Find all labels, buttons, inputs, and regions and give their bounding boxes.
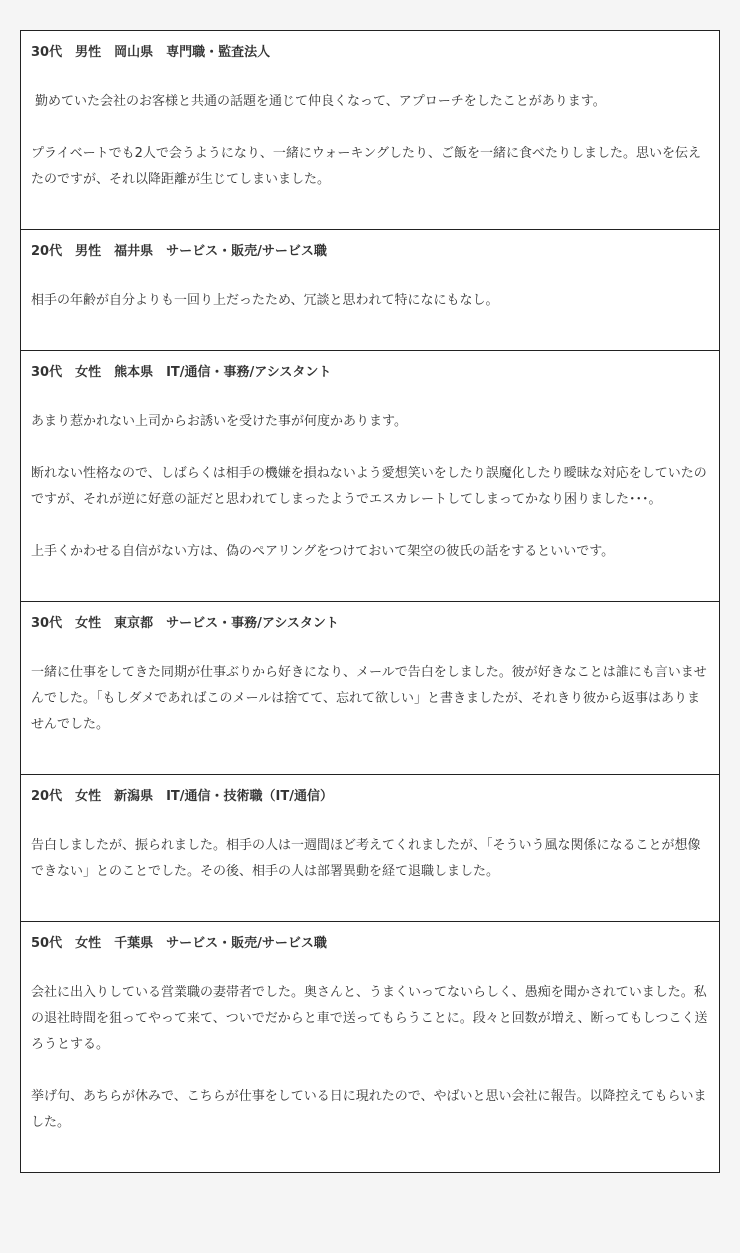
testimonial-table (20, 30, 720, 1173)
entry-paragraph: あまり惹かれない上司からお誘いを受けた事が何度かあります。 (31, 414, 407, 429)
entry-body (31, 262, 709, 340)
entry-paragraph: 断れない性格なので、しばらくは相手の機嫌を損ねないよう愛想笑いをしたり誤魔化したり曖昧な対応をしていたのですが、それが逆に好意の証だと思われてしまったようでエスカレートしてしまってかなり困りました･･･。 (31, 466, 707, 507)
testimonial-entry (21, 230, 719, 351)
entry-body (31, 954, 709, 1162)
entry-header: 30代 女性 熊本県 IT/通信・事務/アシスタント (31, 365, 332, 380)
entry-paragraph: 告白しましたが、振られました。相手の人は一週間ほど考えてくれましたが、「そういう風な関係になることが想像できない」とのことでした。その後、相手の人は部署異動を経て退職しました。 (31, 838, 701, 879)
entry-paragraph: 上手くかわせる自信がない方は、偽のペアリングをつけておいて架空の彼氏の話をするといいです。 (31, 544, 615, 559)
entry-body (31, 634, 709, 764)
entry-paragraph: 勤めていた会社のお客様と共通の話題を通じて仲良くなって、アプローチをしたことがあります。 (35, 94, 606, 109)
testimonial-entry (21, 351, 719, 602)
entry-paragraph: 会社に出入りしている営業職の妻帯者でした。奥さんと、うまくいってないらしく、愚痴を聞かされていました。私の退社時間を狙ってやって来て、ついでだからと車で送ってもらうことに。段々と回数が増え、断ってもしつこく送ろうとする。 (31, 985, 708, 1052)
entry-header: 30代 女性 東京都 サービス・事務/アシスタント (31, 616, 339, 631)
entry-header: 20代 女性 新潟県 IT/通信・技術職（IT/通信） (31, 789, 333, 804)
entry-header: 50代 女性 千葉県 サービス・販売/サービス職 (31, 936, 327, 951)
entry-paragraph: 相手の年齢が自分よりも一回り上だったため、冗談と思われて特になにもなし。 (31, 293, 499, 308)
testimonial-entry (21, 31, 719, 230)
entry-paragraph: 挙げ句、あちらが休みで、こちらが仕事をしている日に現れたので、やばいと思い会社に報告。以降控えてもらいました。 (31, 1089, 707, 1130)
testimonial-entry (21, 602, 719, 775)
testimonial-entry (21, 922, 719, 1172)
entry-body (31, 63, 709, 219)
entry-paragraph: プライベートでも2人で会うようになり、一緒にウォーキングしたり、ご飯を一緒に食べたりしました。思いを伝えたのですが、それ以降距離が生じてしまいました。 (31, 146, 701, 187)
entry-header: 20代 男性 福井県 サービス・販売/サービス職 (31, 244, 327, 259)
entry-body (31, 383, 709, 591)
testimonial-entry (21, 775, 719, 922)
entry-body (31, 807, 709, 911)
entry-header: 30代 男性 岡山県 専門職・監査法人 (31, 45, 271, 60)
entry-paragraph: 一緒に仕事をしてきた同期が仕事ぶりから好きになり、メールで告白をしました。彼が好きなことは誰にも言いませんでした。「もしダメであればこのメールは捨てて、忘れて欲しい」と書きましたが、それきり彼から返事はありませんでした。 (31, 665, 707, 732)
